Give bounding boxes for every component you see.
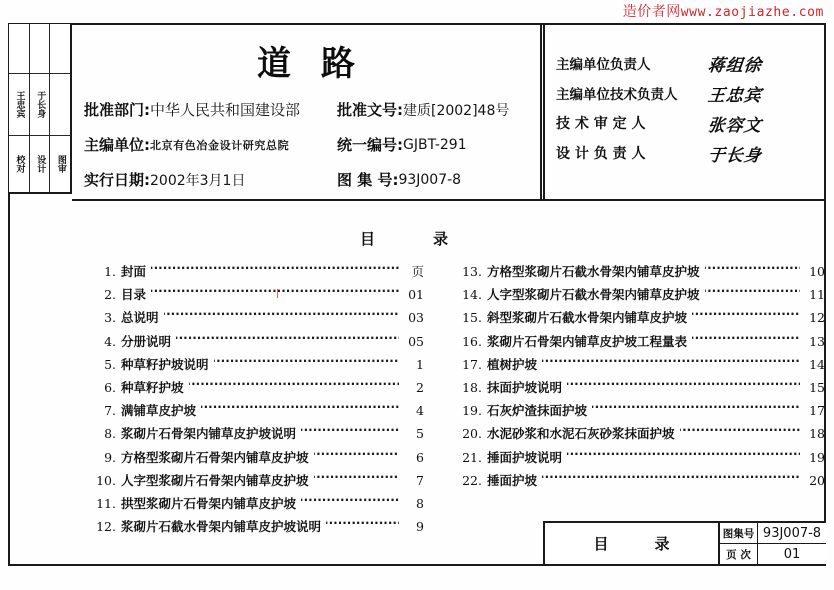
toc-heading: 目录 <box>360 230 507 248</box>
bottom-block-fields <box>720 523 826 564</box>
responsible-row-design-lead <box>556 138 811 168</box>
toc-leader-dots <box>567 450 800 462</box>
toc-entry-number: 16. <box>462 333 482 349</box>
toc-entry[interactable] <box>94 262 424 285</box>
bottom-field-atlas-no <box>720 523 826 544</box>
header-vertical-divider <box>543 24 545 201</box>
signature-text: 校对 <box>14 155 25 173</box>
responsible-signature: 张容文 <box>706 115 763 136</box>
site-watermark <box>623 1 824 21</box>
toc-leader-dots <box>680 426 800 438</box>
metadata-label: 批准文号: <box>337 101 403 119</box>
responsible-row-chief-unit <box>556 48 811 78</box>
toc-entry-page: 12 <box>809 310 825 326</box>
toc-entry-number: 11. <box>96 495 116 511</box>
toc-leader-dots <box>692 310 800 322</box>
metadata-value: 2002年3月1日 <box>150 172 246 189</box>
toc-leader-dots <box>692 334 800 346</box>
toc-entry[interactable] <box>94 308 424 331</box>
toc-entry-page: 11 <box>809 287 825 303</box>
toc-entry-page: 8 <box>416 495 424 511</box>
toc-entry-number: 6. <box>104 379 116 395</box>
toc-leader-dots <box>301 426 399 438</box>
signature-cell-3-mid <box>50 74 70 136</box>
responsible-signature: 于长身 <box>706 145 763 166</box>
toc-entry-page: 03 <box>408 310 424 326</box>
toc-leader-dots <box>301 496 399 508</box>
toc-entry[interactable] <box>460 355 825 378</box>
toc-entry-title: 浆砌片石截水骨架内铺草皮护坡说明 <box>121 519 322 535</box>
metadata-label: 统一编号: <box>337 136 403 154</box>
toc-entry[interactable] <box>94 494 424 517</box>
toc-entry[interactable] <box>460 308 825 331</box>
toc-entry-title: 捶面护坡 <box>487 472 538 488</box>
toc-leader-dots <box>705 264 800 276</box>
toc-leader-dots <box>314 473 399 485</box>
toc-entry-title: 浆砌片石骨架内铺草皮护坡说明 <box>121 426 297 442</box>
toc-entry[interactable] <box>460 378 825 401</box>
toc-entry-page: 6 <box>416 449 424 465</box>
toc-entry-number: 22. <box>462 472 482 488</box>
header-title-block <box>72 24 825 201</box>
toc-leader-dots <box>201 403 399 415</box>
toc-entry-page: 14 <box>809 356 825 372</box>
bottom-field-key: 图集号 <box>720 523 758 543</box>
signature-column-3 <box>50 24 70 192</box>
toc-entry[interactable] <box>94 424 424 447</box>
bottom-block-label: 目录 <box>545 523 720 564</box>
metadata-row-atlas-no <box>337 162 547 197</box>
responsible-role-label: 技 术 审 定 人 <box>556 116 646 132</box>
toc-entry-number: 17. <box>462 356 482 372</box>
toc-entry[interactable] <box>460 424 825 447</box>
toc-entry[interactable] <box>460 332 825 355</box>
toc-entry-page: 9 <box>416 519 424 535</box>
toc-entry[interactable] <box>460 448 825 471</box>
toc-entry[interactable] <box>94 355 424 378</box>
header-right-panel <box>542 24 825 199</box>
toc-entry-title: 植树护坡 <box>487 356 538 372</box>
toc-entry-number: 4. <box>104 333 116 349</box>
responsible-row-chief-tech <box>556 78 811 108</box>
toc-leader-dots <box>567 380 800 392</box>
metadata-grid <box>72 92 542 197</box>
metadata-label: 图 集 号: <box>337 171 399 189</box>
toc-entry-number: 8. <box>104 426 116 442</box>
toc-entry-title: 满铺草皮护坡 <box>121 403 197 419</box>
toc-leader-dots <box>189 380 399 392</box>
toc-entry-number: 14. <box>462 287 482 303</box>
toc-entry-number: 1. <box>104 264 116 279</box>
toc-entry[interactable] <box>94 285 424 308</box>
scan-artifact-mark <box>277 289 278 298</box>
document-title: 道路 <box>257 44 385 84</box>
toc-leader-dots <box>326 519 399 531</box>
bottom-field-value: 01 <box>783 546 801 562</box>
toc-entry-title: 捶面护坡说明 <box>487 449 563 465</box>
signature-cell-2-top <box>30 24 50 74</box>
toc-entry-title: 封面 <box>121 264 147 279</box>
toc-leader-dots <box>705 287 800 299</box>
toc-entry-title: 浆砌片石骨架内铺草皮护坡工程量表 <box>487 333 688 349</box>
toc-entry-title: 人字型浆砌片石截水骨架内铺草皮护坡 <box>487 287 700 303</box>
metadata-label: 实行日期: <box>84 171 150 189</box>
toc-entry[interactable] <box>460 401 825 424</box>
toc-entry[interactable] <box>460 262 825 285</box>
responsible-role-label: 主编单位技术负责人 <box>556 87 678 103</box>
toc-entry-number: 3. <box>104 310 116 326</box>
toc-entry[interactable] <box>94 517 424 540</box>
toc-entry-title: 种草籽护坡说明 <box>121 356 209 372</box>
toc-entry[interactable] <box>94 332 424 355</box>
toc-entry-page: 18 <box>809 426 825 442</box>
toc-entry-title: 方格型浆砌片石截水骨架内铺草皮护坡 <box>487 264 700 279</box>
toc-leader-dots <box>176 334 399 346</box>
toc-leader-dots <box>151 287 399 299</box>
metadata-label: 批准部门: <box>84 101 150 119</box>
toc-entry-title: 斜型浆砌片石截水骨架内铺草皮护坡 <box>487 310 688 326</box>
toc-column-left <box>72 262 424 535</box>
metadata-value: 93J007-8 <box>398 171 462 188</box>
signature-strip <box>9 24 72 194</box>
toc-entry-title: 分册说明 <box>121 333 172 349</box>
metadata-mid-column <box>337 92 547 197</box>
header-left-panel <box>72 24 542 199</box>
toc-entry-page: 01 <box>408 287 424 303</box>
signature-text: 王忠宾 <box>14 91 25 118</box>
toc-entry-page: 4 <box>416 403 424 419</box>
bottom-title-block <box>543 521 826 566</box>
toc-entry[interactable] <box>94 448 424 471</box>
toc-entry-title: 人字型浆砌片石骨架内铺草皮护坡 <box>121 472 309 488</box>
signature-text: 于长身 <box>35 91 46 118</box>
signature-text: 图审 <box>55 155 66 173</box>
toc-entry-page: 13 <box>809 333 825 349</box>
toc-entry-title: 种草籽护坡 <box>121 379 184 395</box>
toc-entry-title: 抹面护坡说明 <box>487 379 563 395</box>
toc-entry-page: 10 <box>809 264 825 279</box>
toc-entry[interactable] <box>460 471 825 494</box>
toc-entry-page: 05 <box>408 333 424 349</box>
toc-entry-title: 目录 <box>121 287 147 303</box>
toc-column-right <box>424 262 825 512</box>
toc-entry-number: 12. <box>96 519 116 535</box>
toc-entry-page: 19 <box>809 449 825 465</box>
toc-entry-title: 拱型浆砌片石骨架内铺草皮护坡 <box>121 495 297 511</box>
toc-entry[interactable] <box>94 378 424 401</box>
signature-cell-2-mid <box>30 74 50 136</box>
toc-entry-number: 5. <box>104 356 116 372</box>
toc-entry-number: 15. <box>462 310 482 326</box>
toc-leader-dots <box>542 357 800 369</box>
toc-entry-number: 20. <box>462 426 482 442</box>
toc-entry[interactable] <box>94 471 424 494</box>
toc-entry-page: 15 <box>809 379 825 395</box>
metadata-row-unified-no <box>337 127 547 162</box>
signature-cell-1-top <box>9 24 29 74</box>
toc-entry-title: 总说明 <box>121 310 159 326</box>
toc-entry-page: 页 <box>411 264 424 279</box>
responsible-persons-list <box>556 48 811 168</box>
metadata-value: GJBT-291 <box>403 136 467 153</box>
toc-entry-number: 7. <box>104 403 116 419</box>
toc-leader-dots <box>542 473 800 485</box>
responsible-role-label: 主编单位负责人 <box>556 57 651 73</box>
toc-entry[interactable] <box>460 285 825 308</box>
signature-cell-1-mid <box>9 74 29 136</box>
responsible-signature: 王忠宾 <box>706 85 763 106</box>
metadata-value: 建质[2002]48号 <box>403 102 510 119</box>
responsible-role-label: 设 计 负 责 人 <box>556 146 646 162</box>
toc-leader-dots <box>314 450 399 462</box>
toc-entry-number: 10. <box>96 472 116 488</box>
toc-entry-page: 5 <box>416 426 424 442</box>
toc-entry-page: 2 <box>416 379 424 395</box>
toc-entry-number: 9. <box>104 449 116 465</box>
signature-cell-3-bot <box>50 136 70 192</box>
toc-entry-number: 13. <box>462 264 482 279</box>
metadata-value: 中华人民共和国建设部 <box>150 101 301 119</box>
toc-leader-dots <box>151 264 399 276</box>
signature-column-1 <box>9 24 30 192</box>
toc-entry-page: 17 <box>809 403 825 419</box>
toc-entry-number: 21. <box>462 449 482 465</box>
metadata-value: 北京有色冶金设计研究总院 <box>150 138 290 152</box>
toc-entry-page: 7 <box>416 472 424 488</box>
toc-entry-title: 石灰炉渣抹面护坡 <box>487 403 588 419</box>
signature-cell-3-top <box>50 24 70 74</box>
bottom-field-key: 页 次 <box>720 544 758 564</box>
bottom-field-page-no <box>720 544 826 564</box>
bottom-field-value: 93J007-8 <box>762 525 822 541</box>
toc-entry[interactable] <box>94 401 424 424</box>
toc-entry-number: 2. <box>104 287 116 303</box>
toc-entry-page: 20 <box>809 472 825 488</box>
signature-text: 设计 <box>35 155 46 173</box>
responsible-row-tech-review <box>556 108 811 138</box>
toc-leader-dots <box>214 357 399 369</box>
toc-entry-page: 1 <box>416 356 424 372</box>
metadata-row-approval-doc-no <box>337 92 547 127</box>
watermark-url: www.zaojiazhe.com <box>680 5 824 20</box>
toc-leader-dots <box>592 403 800 415</box>
responsible-signature: 蒋组徐 <box>706 55 763 76</box>
signature-cell-1-bot <box>9 136 29 192</box>
toc-entry-title: 方格型浆砌片石骨架内铺草皮护坡 <box>121 449 309 465</box>
toc-entry-number: 19. <box>462 403 482 419</box>
toc-entry-number: 18. <box>462 379 482 395</box>
metadata-label: 主编单位: <box>84 136 150 154</box>
watermark-site-name: 造价者网 <box>622 4 681 20</box>
signature-column-2 <box>30 24 51 192</box>
signature-cell-2-bot <box>30 136 50 192</box>
toc-entry-title: 水泥砂浆和水泥石灰砂浆抹面护坡 <box>487 426 675 442</box>
toc-leader-dots <box>164 310 399 322</box>
